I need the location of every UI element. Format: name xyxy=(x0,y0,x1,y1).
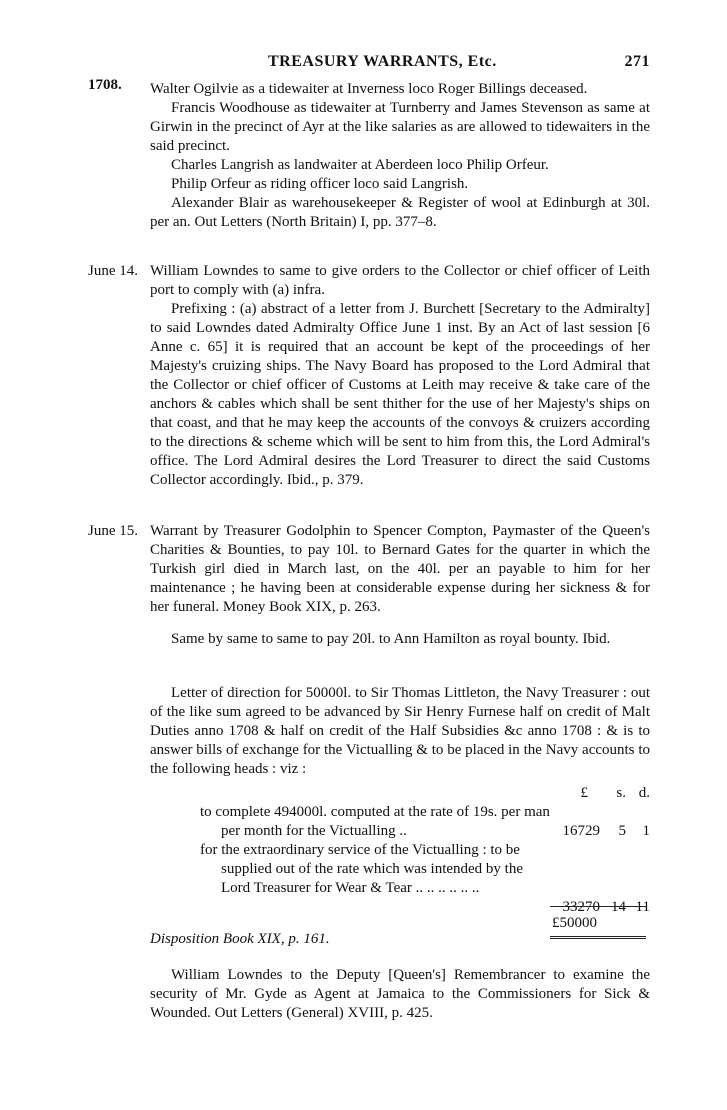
entry-june-14 xyxy=(150,262,650,490)
account-row-desc: to complete 494000l. computed at the rate of 19s. per man per month for the Victualling .. xyxy=(200,804,550,839)
entry-june-15-bounty xyxy=(150,630,650,649)
paragraph: Warrant by Treasurer Godolphin to Spencer Compton, Paymaster of the Queen's Charities & Bounties, to pay 10l. to Bernard Gates for the quarter in which the Turkish girl died in March last, on the 40l. per an payable to him for her maintenance ; he having been at considerable expense during her sickness & for her funeral. Money Book XIX, p. 263. xyxy=(150,523,650,615)
amount-shillings: 14 xyxy=(611,899,626,915)
col-pounds: £ xyxy=(580,785,588,801)
entry-june-15-warrant xyxy=(150,522,650,617)
amount-shillings: 5 xyxy=(618,823,626,839)
paragraph: Prefixing : (a) abstract of a letter from J. Burchett [Secretary to the Admiralty] to said Lowndes dated Admiralty Office June 1 inst. By an Act of last session [6 Anne c. 65] it is required that an account be kept of the proceedings of her Majesty's cruizing ships. The Navy Board has proposed to the Lord Admiral that the Collector or chief officer of Customs at Leith may receive & take care of the anchors & cables which shall be sent thither for the use of her Majesty's ships on that coast, and that he may keep the accounts of the convoys & cruizers according to the directions & scheme which will be sent to him from this, the Lord Admiral's office. The Lord Admiral desires the Lord Treasurer to direct the said Customs Collector accordingly. Ibid., p. 379. xyxy=(150,301,650,488)
account-row-desc: for the extraordinary service of the Victualling : to be supplied out of the rate which was intended by the Lord Treasurer for Wear & Tear .. .. .. .. .. .. xyxy=(200,842,524,896)
account-table xyxy=(200,784,650,915)
amount-pence: 11 xyxy=(635,899,650,915)
entry-remembrancer xyxy=(150,966,650,1023)
account-total: £50000 xyxy=(552,915,597,931)
paragraph: Letter of direction for 50000l. to Sir Thomas Littleton, the Navy Treasurer : out of the like sum agreed to be advanced by Sir Henry Furnese half on credit of Malt Duties anno 1708 & half on credit of the Half Subsidies &c anno 1708 : & is to answer bills of exchange for the Victualling & to be placed in the Navy accounts to the following heads : viz : xyxy=(150,685,650,777)
amount-pence: 1 xyxy=(642,823,650,839)
running-title: TREASURY WARRANTS, Etc. xyxy=(268,53,497,70)
paragraph: Walter Ogilvie as a tidewaiter at Inverness loco Roger Billings deceased. xyxy=(150,81,588,97)
paragraph: Same by same to same to pay 20l. to Ann Hamilton as royal bounty. Ibid. xyxy=(171,631,611,647)
margin-date: June 14. xyxy=(88,263,138,279)
col-pence: d. xyxy=(638,785,650,801)
account-header-row xyxy=(200,784,650,803)
sum-rule xyxy=(550,906,646,907)
col-shillings: s. xyxy=(616,785,626,801)
entry-june-15-direction xyxy=(150,684,650,779)
amount-pounds: 33270 xyxy=(562,899,600,915)
paragraph: Charles Langrish as landwaiter at Aberdeen loco Philip Orfeur. xyxy=(171,157,549,173)
paragraph: William Lowndes to same to give orders to the Collector or chief officer of Leith port to comply with (a) infra. xyxy=(150,263,650,298)
paragraph: Philip Orfeur as riding officer loco said Langrish. xyxy=(171,176,469,192)
entry-appointments xyxy=(150,80,650,232)
account-row xyxy=(200,803,650,841)
amount-pounds: 16729 xyxy=(562,823,600,839)
paragraph: Francis Woodhouse as tidewaiter at Turnberry and James Stevenson as same at Girwin in the precinct of Ayr at the like salaries as are allowed to tidewaiters in the said precinct. xyxy=(150,100,650,154)
account-source: Disposition Book XIX, p. 161. xyxy=(150,931,330,947)
account-row xyxy=(200,841,650,915)
paragraph: Alexander Blair as warehousekeeper & Register of wool at Edinburgh at 30l. per an. Out Letters (North Britain) I, pp. 377–8. xyxy=(150,195,650,230)
margin-year: 1708. xyxy=(88,77,122,93)
margin-date: June 15. xyxy=(88,523,138,539)
paragraph: William Lowndes to the Deputy [Queen's] Remembrancer to examine the security of Mr. Gyde as Agent at Jamaica to the Commissioners for Sick & Wounded. Out Letters (General) XVIII, p. 425. xyxy=(150,967,650,1021)
page-number: 271 xyxy=(624,53,650,70)
